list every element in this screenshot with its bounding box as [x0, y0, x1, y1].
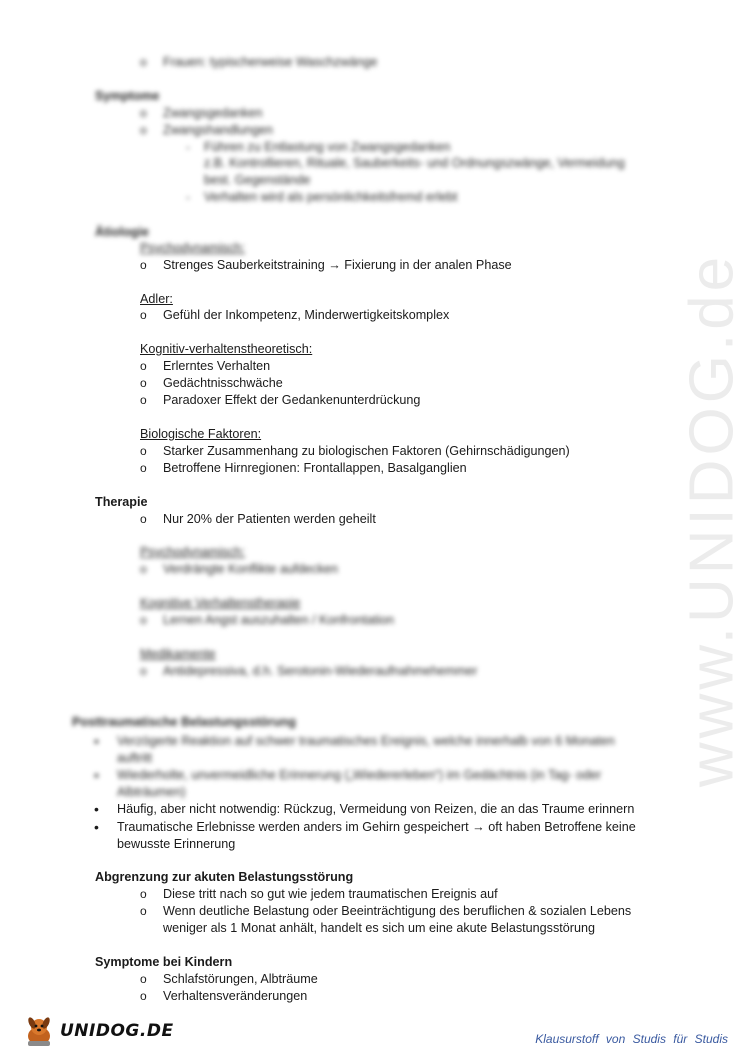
blurred-line: Führen zu Entlastung von Zwangsgedanken — [204, 140, 451, 154]
footer-slogan: Klausurstoff von Studis für Studis — [535, 1032, 728, 1046]
list-bullet: o — [140, 972, 147, 986]
list-bullet: • — [94, 767, 99, 783]
list-bullet: o — [140, 444, 147, 458]
blurred-line: auftritt — [117, 751, 152, 765]
blurred-line: Lernen Angst auszuhalten / Konfrontation — [163, 613, 395, 627]
list-item: Diese tritt nach so gut wie jedem traumatischen Ereignis auf — [163, 887, 498, 901]
list-bullet: - — [186, 140, 190, 154]
list-item: Erlerntes Verhalten — [163, 359, 271, 373]
list-item: Verhaltensveränderungen — [163, 989, 308, 1003]
list-bullet: o — [140, 308, 147, 322]
list-bullet: o — [140, 376, 147, 390]
list-item: Traumatische Erlebnisse werden anders im Gehirn gespeichert → oft haben Betroffene keine — [117, 820, 636, 834]
subheading-psychodynamisch: Psychodynamisch: — [140, 241, 245, 255]
list-item: Schlafstörungen, Albträume — [163, 972, 318, 986]
heading-kinder: Symptome bei Kindern — [95, 955, 233, 969]
heading-aetiologie: Ätiologie — [95, 225, 149, 239]
subheading-psychodynamisch: Psychodynamisch: — [140, 545, 245, 559]
list-bullet: o — [140, 258, 147, 272]
heading-ptbs: Posttraumatische Belastungsstörung — [72, 715, 296, 729]
list-item: Häufig, aber nicht notwendig: Rückzug, Vermeidung von Reizen, die an das Traume erinnern — [117, 802, 635, 816]
blurred-line: z.B. Kontrollieren, Rituale, Sauberkeits- und Ordnungszwänge, Vermeidung — [204, 156, 625, 170]
list-item: Wenn deutliche Belastung oder Beeinträchtigung des beruflichen & sozialen Lebens — [163, 904, 632, 918]
blurred-line: Verzögerte Reaktion auf schwer traumatisches Ereignis, welche innerhalb von 6 Monaten — [117, 734, 615, 748]
heading-therapie: Therapie — [95, 495, 148, 509]
list-item-continuation: bewusste Erinnerung — [117, 837, 236, 851]
list-bullet: o — [140, 55, 147, 69]
list-bullet: o — [140, 393, 147, 407]
list-item: Betroffene Hirnregionen: Frontallappen, Basalganglien — [163, 461, 467, 475]
unidog-logo[interactable] — [22, 1014, 174, 1048]
list-bullet: o — [140, 123, 147, 137]
list-item: Gedächtnisschwäche — [163, 376, 283, 390]
list-bullet: o — [140, 613, 147, 627]
list-bullet: • — [94, 819, 99, 835]
list-bullet: - — [186, 190, 190, 204]
dog-mascot-icon — [22, 1014, 56, 1048]
subheading-biologische: Biologische Faktoren: — [140, 427, 262, 441]
list-item: Starker Zusammenhang zu biologischen Faktoren (Gehirnschädigungen) — [163, 444, 570, 458]
blurred-line: Verhalten wird als persönlichkeitsfremd erlebt — [204, 190, 458, 204]
list-bullet: o — [140, 664, 147, 678]
blurred-line: Zwangsgedanken — [163, 106, 263, 120]
blurred-line: Albträumen) — [117, 785, 186, 799]
list-bullet: • — [94, 733, 99, 749]
list-bullet: o — [140, 359, 147, 373]
blurred-line: best. Gegenstände — [204, 173, 311, 187]
subheading-medikamente: Medikamente — [140, 647, 216, 661]
list-bullet: o — [140, 887, 147, 901]
list-bullet: o — [140, 562, 147, 576]
blurred-line: Antidepressiva, d.h. Serotonin-Wiederaufnahmehemmer — [163, 664, 478, 678]
list-item-continuation: weniger als 1 Monat anhält, handelt es sich um eine akute Belastungsstörung — [163, 921, 595, 935]
logo-text: UNIDOG.DE — [60, 1021, 174, 1041]
list-bullet: o — [140, 512, 147, 526]
subheading-kognitive-vt: Kognitive Verhaltenstherapie — [140, 596, 301, 610]
list-bullet: o — [140, 989, 147, 1003]
list-bullet: o — [140, 461, 147, 475]
heading-abgrenzung: Abgrenzung zur akuten Belastungsstörung — [95, 870, 354, 884]
blurred-line: Frauen: typischerweise Waschzwänge — [163, 55, 378, 69]
list-item: Strenges Sauberkeitstraining → Fixierung in der analen Phase — [163, 258, 512, 272]
list-bullet: • — [94, 801, 99, 817]
list-item: Nur 20% der Patienten werden geheilt — [163, 512, 376, 526]
blurred-line: Wiederholte, unvermeidliche Erinnerung („Wiedererleben“) im Gedächtnis (in Tag- oder — [117, 768, 602, 782]
list-item: Paradoxer Effekt der Gedankenunterdrückung — [163, 393, 421, 407]
list-bullet: o — [140, 904, 147, 918]
heading-symptome: Symptome — [95, 89, 160, 103]
blurred-line: Zwangshandlungen — [163, 123, 273, 137]
blurred-line: Verdrängte Konflikte aufdecken — [163, 562, 339, 576]
list-bullet: o — [140, 106, 147, 120]
subheading-kognitiv: Kognitiv-verhaltenstheoretisch: — [140, 342, 313, 356]
subheading-adler: Adler: — [140, 292, 173, 306]
watermark: www.UNIDOG.de — [677, 252, 747, 788]
list-item: Gefühl der Inkompetenz, Minderwertigkeitskomplex — [163, 308, 450, 322]
